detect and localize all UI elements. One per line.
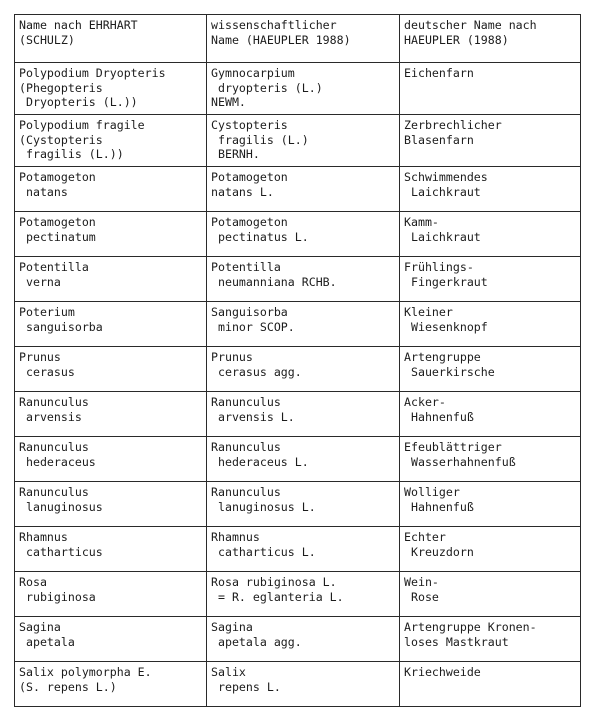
header-scientific-name: wissenschaftlicher Name (HAEUPLER 1988) bbox=[207, 15, 400, 63]
table-row bbox=[15, 115, 581, 167]
cell-scientific-name: Gymnocarpium dryopteris (L.) NEWM. bbox=[207, 63, 400, 115]
cell-scientific-name: Ranunculus lanuginosus L. bbox=[207, 482, 400, 527]
cell-german-name: Efeublättriger Wasserhahnenfuß bbox=[400, 437, 581, 482]
table-row bbox=[15, 167, 581, 212]
cell-ehrhart-name: Ranunculus lanuginosus bbox=[15, 482, 207, 527]
cell-german-name: Zerbrechlicher Blasenfarn bbox=[400, 115, 581, 167]
cell-ehrhart-name: Sagina apetala bbox=[15, 617, 207, 662]
cell-scientific-name: Sanguisorba minor SCOP. bbox=[207, 302, 400, 347]
cell-german-name: Artengruppe Kronen- loses Mastkraut bbox=[400, 617, 581, 662]
cell-ehrhart-name: Ranunculus arvensis bbox=[15, 392, 207, 437]
cell-ehrhart-name: Ranunculus hederaceus bbox=[15, 437, 207, 482]
cell-scientific-name: Potentilla neumanniana RCHB. bbox=[207, 257, 400, 302]
cell-ehrhart-name: Prunus cerasus bbox=[15, 347, 207, 392]
header-row bbox=[15, 15, 581, 63]
cell-scientific-name: Ranunculus arvensis L. bbox=[207, 392, 400, 437]
cell-scientific-name: Potamogeton natans L. bbox=[207, 167, 400, 212]
cell-german-name: Echter Kreuzdorn bbox=[400, 527, 581, 572]
cell-german-name: Acker- Hahnenfuß bbox=[400, 392, 581, 437]
cell-german-name: Kriechweide bbox=[400, 662, 581, 707]
species-name-table bbox=[14, 14, 581, 707]
cell-ehrhart-name: Potentilla verna bbox=[15, 257, 207, 302]
cell-german-name: Kleiner Wiesenknopf bbox=[400, 302, 581, 347]
cell-scientific-name: Cystopteris fragilis (L.) BERNH. bbox=[207, 115, 400, 167]
table-row bbox=[15, 63, 581, 115]
cell-german-name: Wein- Rose bbox=[400, 572, 581, 617]
cell-ehrhart-name: Rosa rubiginosa bbox=[15, 572, 207, 617]
table-row bbox=[15, 257, 581, 302]
table-row bbox=[15, 617, 581, 662]
cell-scientific-name: Prunus cerasus agg. bbox=[207, 347, 400, 392]
cell-scientific-name: Rhamnus catharticus L. bbox=[207, 527, 400, 572]
cell-ehrhart-name: Polypodium fragile (Cystopteris fragilis (L.)) bbox=[15, 115, 207, 167]
cell-german-name: Artengruppe Sauerkirsche bbox=[400, 347, 581, 392]
header-ehrhart-name: Name nach EHRHART (SCHULZ) bbox=[15, 15, 207, 63]
cell-ehrhart-name: Potamogeton natans bbox=[15, 167, 207, 212]
table-row bbox=[15, 662, 581, 707]
table-row bbox=[15, 482, 581, 527]
header-german-name: deutscher Name nach HAEUPLER (1988) bbox=[400, 15, 581, 63]
cell-scientific-name: Salix repens L. bbox=[207, 662, 400, 707]
table-row bbox=[15, 212, 581, 257]
cell-scientific-name: Rosa rubiginosa L. = R. eglanteria L. bbox=[207, 572, 400, 617]
table-row bbox=[15, 437, 581, 482]
cell-ehrhart-name: Rhamnus catharticus bbox=[15, 527, 207, 572]
cell-ehrhart-name: Poterium sanguisorba bbox=[15, 302, 207, 347]
cell-german-name: Eichenfarn bbox=[400, 63, 581, 115]
cell-german-name: Kamm- Laichkraut bbox=[400, 212, 581, 257]
cell-german-name: Frühlings- Fingerkraut bbox=[400, 257, 581, 302]
table-row bbox=[15, 302, 581, 347]
cell-german-name: Wolliger Hahnenfuß bbox=[400, 482, 581, 527]
cell-scientific-name: Potamogeton pectinatus L. bbox=[207, 212, 400, 257]
cell-scientific-name: Ranunculus hederaceus L. bbox=[207, 437, 400, 482]
table-row bbox=[15, 527, 581, 572]
table-body bbox=[15, 15, 581, 707]
cell-scientific-name: Sagina apetala agg. bbox=[207, 617, 400, 662]
table-row bbox=[15, 572, 581, 617]
cell-ehrhart-name: Polypodium Dryopteris (Phegopteris Dryopteris (L.)) bbox=[15, 63, 207, 115]
cell-ehrhart-name: Potamogeton pectinatum bbox=[15, 212, 207, 257]
table-row bbox=[15, 392, 581, 437]
table-row bbox=[15, 347, 581, 392]
cell-ehrhart-name: Salix polymorpha E. (S. repens L.) bbox=[15, 662, 207, 707]
cell-german-name: Schwimmendes Laichkraut bbox=[400, 167, 581, 212]
